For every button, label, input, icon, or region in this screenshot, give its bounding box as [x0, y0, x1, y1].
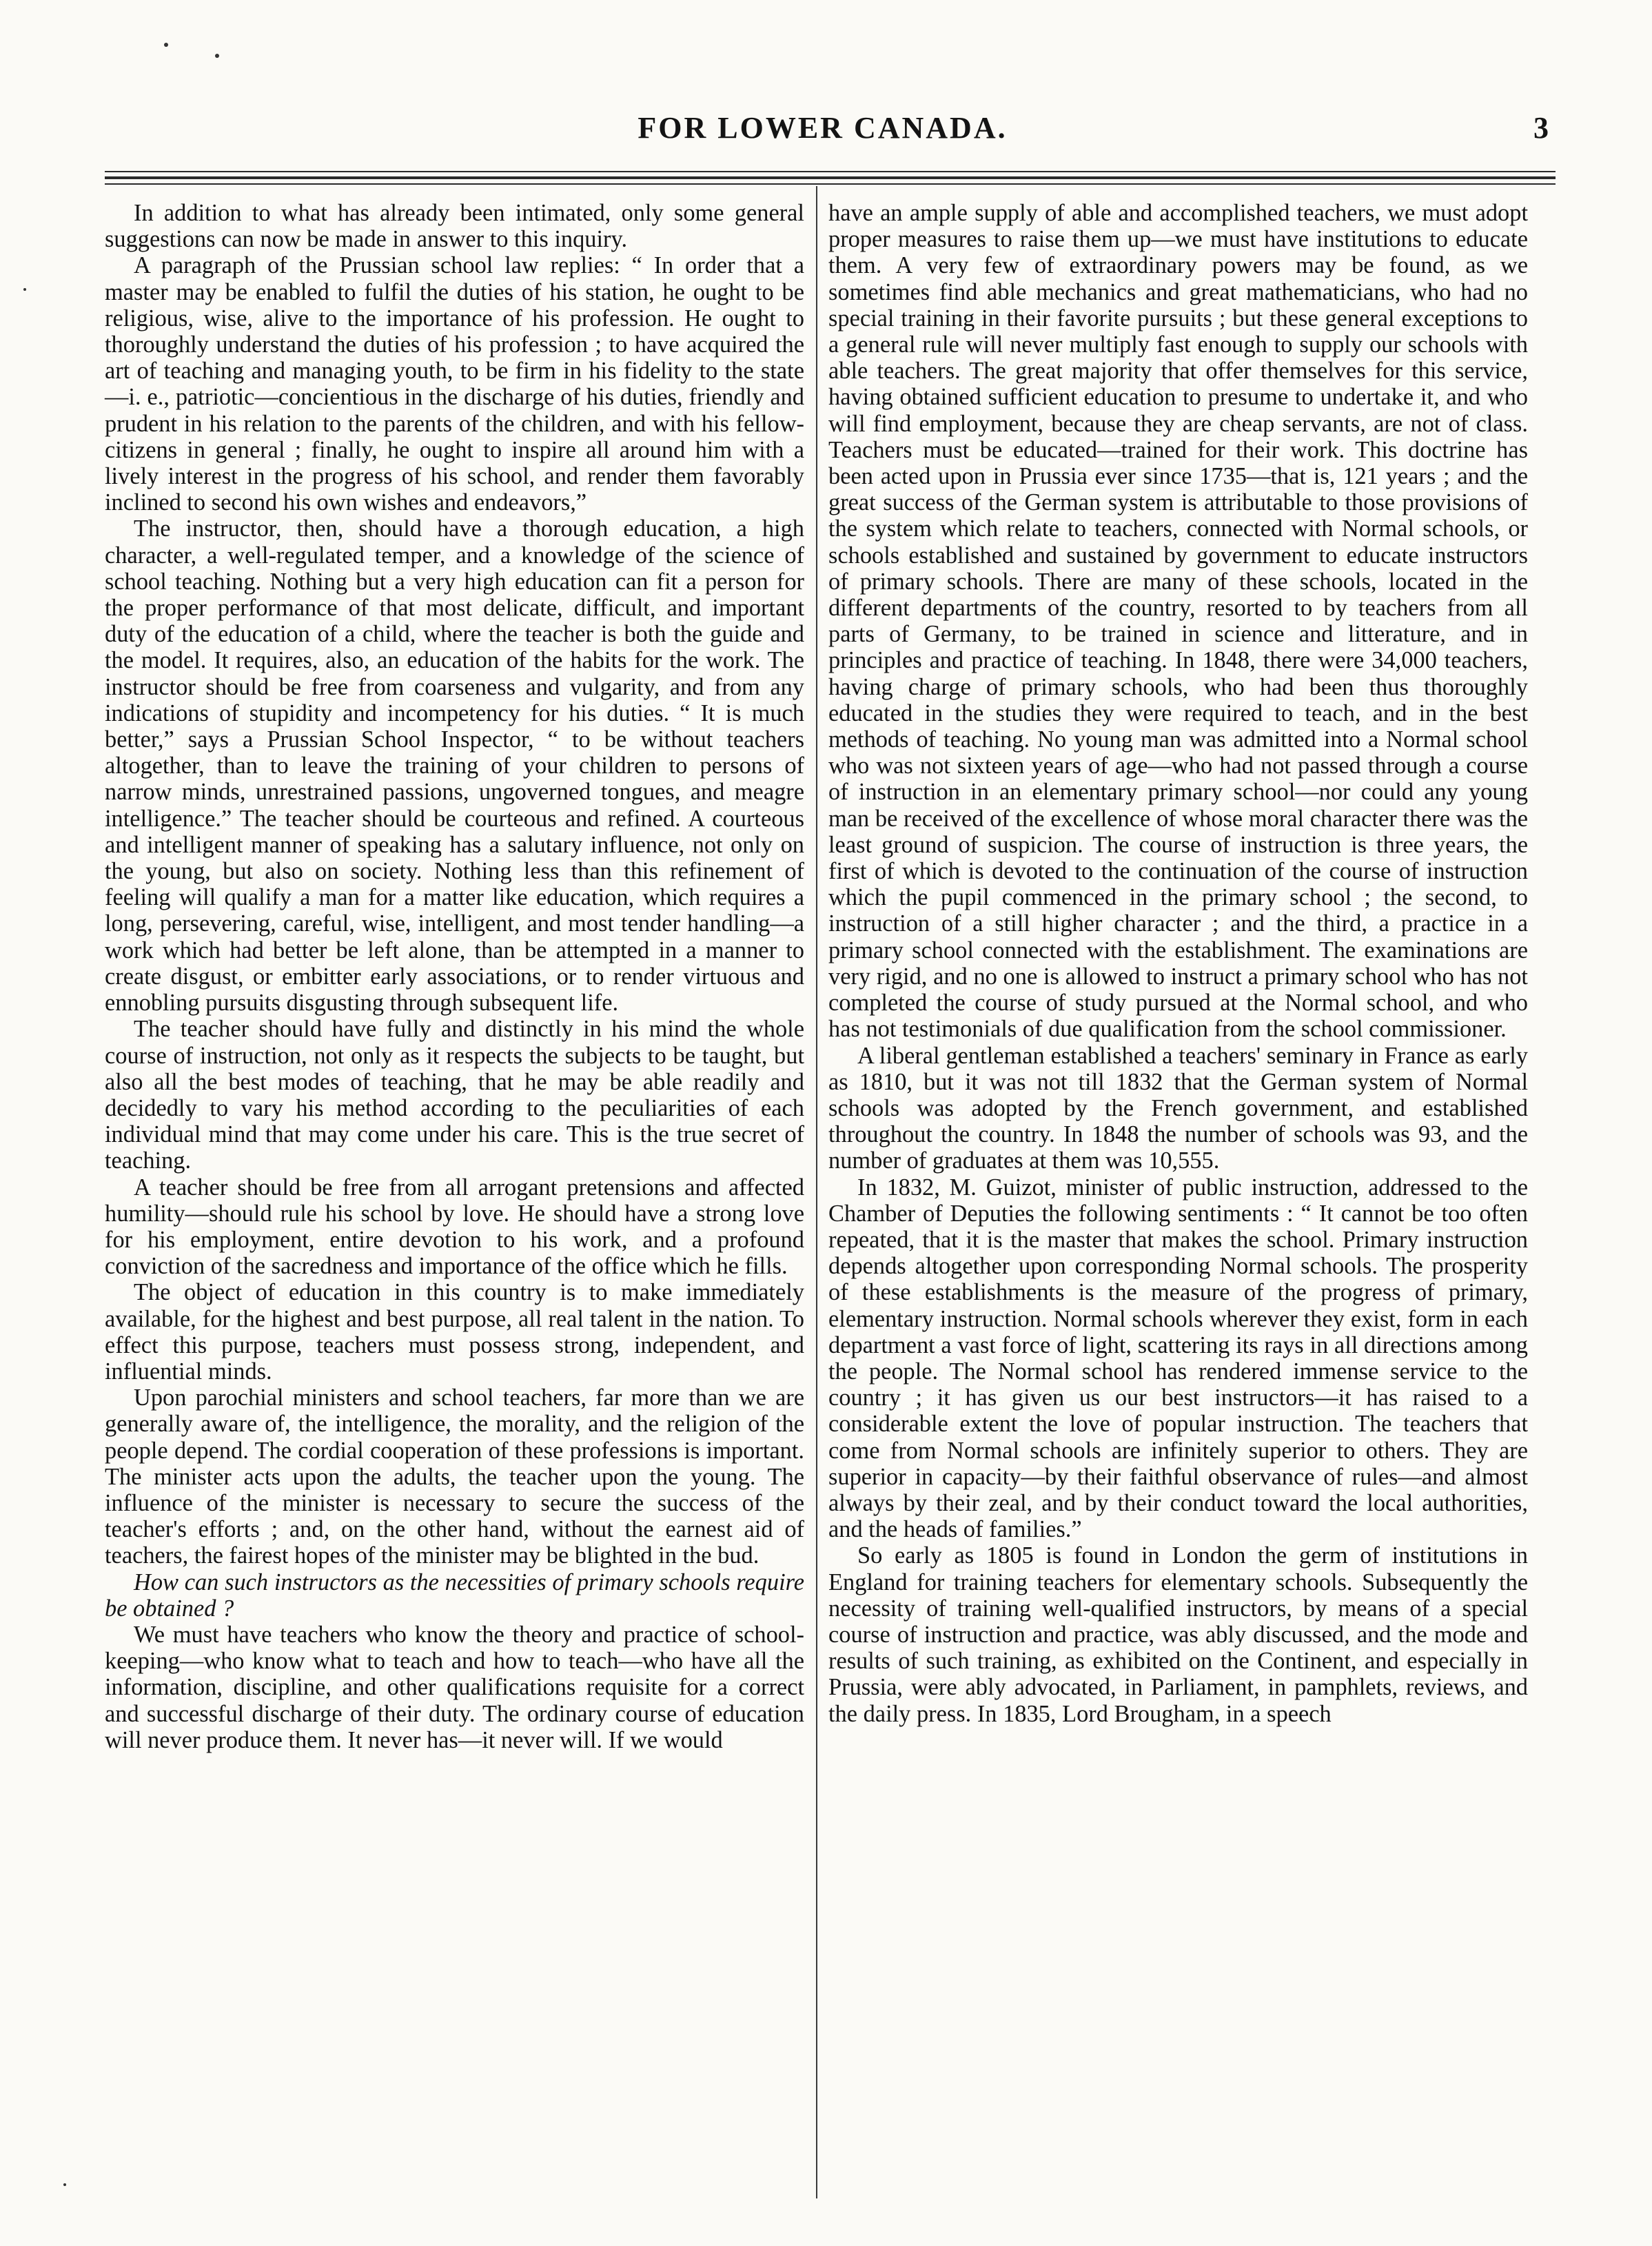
- right-column: [828, 200, 1528, 1727]
- print-speck: [23, 288, 26, 291]
- column-divider: [816, 186, 817, 2198]
- paragraph: In addition to what has already been intimated, only some general suggestions can now be made in answer to this inquiry.: [105, 200, 804, 253]
- print-speck: [164, 43, 168, 47]
- print-speck: [215, 54, 219, 58]
- print-speck: [63, 2183, 66, 2186]
- paragraph: In 1832, M. Guizot, minister of public instruction, addressed to the Chamber of Deputies the following sentiments : “ It cannot be too often repeated, that it is the master that makes the school. Primary instruction depends altogether upon corresponding Normal schools. The prosperity of these establishments is the measure of the progress of primary, elementary instruction. Normal schools wherever they exist, form in each department a vast force of light, scattering its rays in all directions among the people. The Normal school has rendered immense service to the country ; it has given us our best instructors—it has raised to a considerable extent the love of popular instruction. The teachers that come from Normal schools are infinitely superior to others. They are superior in capacity—by their faithful observance of rules—and almost always by their zeal, and by their conduct toward the local authorities, and the heads of families.”: [828, 1174, 1528, 1543]
- paragraph-continued: have an ample supply of able and accomplished teachers, we must adopt proper measures to raise them up—we must have institutions to educate them. A very few of extraordinary powers may be found, as we sometimes find able mechanics and great mathematicians, who had no special training in their favorite pursuits ; but these general exceptions to a general rule will never multiply fast enough to supply our schools with able teachers. The great majority that offer themselves for this service, having obtained sufficient education to presume to undertake it, and who will find employment, because they are cheap servants, are not of class. Teachers must be educated—trained for their work. This doctrine has been acted upon in Prussia ever since 1735—that is, 121 years ; and the great success of the German system is attributable to those provisions of the system which relate to teachers, connected with Normal schools, or schools established and sustained by government to educate instructors of primary schools. There are many of these schools, located in the different departments of the country, resorted to by teachers from all parts of Germany, to be trained in science and litterature, and in principles and practice of teaching. In 1848, there were 34,000 teachers, having charge of primary schools, who had been thus thoroughly educated in the studies they were required to teach, and in the best methods of teaching. No young man was admitted into a Normal school who was not sixteen years of age—who had not passed through a course of instruction in an elementary primary school—nor could any young man be received of the excellence of whose moral character there was the least ground of suspicion. The course of instruction is three years, the first of which is devoted to the continuation of the course of instruction which the pupil commenced in the primary school ; the second, to instruction of a still higher character ; and the third, a practice in a primary school connected with the establishment. The examinations are very rigid, and no one is allowed to instruct a primary school who has not completed the course of study pursued at the Normal school, and who has not testimonials of due qualification from the school commissioner.: [828, 200, 1528, 1043]
- page-header: [96, 110, 1549, 152]
- paragraph: A teacher should be free from all arrogant pretensions and affected humility—should rule his school by love. He should have a strong love for his employment, entire devotion to his work, and a profound conviction of the sacredness and importance of the office which he fills.: [105, 1174, 804, 1280]
- paragraph: So early as 1805 is found in London the germ of institutions in England for training teachers for elementary schools. Subsequently the necessity of training well-qualified instructors, by means of a special course of instruction and practice, was ably discussed, and the mode and results of such training, as exhibited on the Continent, and especially in Prussia, were ably advocated, in Parliament, in pamphlets, reviews, and the daily press. In 1835, Lord Brougham, in a speech: [828, 1542, 1528, 1727]
- paragraph: A paragraph of the Prussian school law replies: “ In order that a master may be enabled to fulfil the duties of his station, he ought to be religious, wise, alive to the importance of his profession. He ought to thoroughly understand the duties of his profession ; to have acquired the art of teaching and managing youth, to be firm in his fidelity to the state—i. e., patriotic—concientious in the discharge of his duties, friendly and prudent in his relation to the parents of the children, and with his fellow-citizens in general ; finally, he ought to inspire all around him with a lively interest in the progress of his school, and render them favorably inclined to second his own wishes and endeavors,”: [105, 252, 804, 516]
- header-rule-middle: [105, 176, 1556, 179]
- paragraph: Upon parochial ministers and school teachers, far more than we are generally aware of, the intelligence, the morality, and the religion of the people depend. The cordial cooperation of these professions is important. The minister acts upon the adults, the teacher upon the young. The influence of the minister is necessary to secure the success of the teacher's efforts ; and, on the other hand, without the earnest aid of teachers, the fairest hopes of the minister may be blighted in the bud.: [105, 1385, 804, 1569]
- paragraph: The instructor, then, should have a thorough education, a high character, a well-regulated temper, and a knowledge of the science of school teaching. Nothing but a very high education can fit a person for the proper performance of that most delicate, difficult, and important duty of the education of a child, where the teacher is both the guide and the model. It requires, also, an education of the habits for the work. The instructor should be free from coarseness and vulgarity, and from any indications of stupidity and incompetency for his duties. “ It is much better,” says a Prussian School Inspector, “ to be without teachers altogether, than to leave the training of your children to persons of narrow minds, unrestrained passions, ungoverned tongues, and meagre intelligence.” The teacher should be courteous and refined. A courteous and intelligent manner of speaking has a salutary influence, not only on the young, but also on society. Nothing less than this refinement of feeling will qualify a man for a matter like education, which requires a long, persevering, careful, wise, intelligent, and most tender handling—a work which had better be left alone, than be attempted in a manner to create disgust, or embitter early associations, or to render virtuous and ennobling pursuits disgusting through subsequent life.: [105, 515, 804, 1017]
- header-rule-top: [105, 171, 1556, 172]
- paragraph: The object of education in this country is to make immediately available, for the highest and best purpose, all real talent in the nation. To effect this purpose, teachers must possess strong, independent, and influential minds.: [105, 1279, 804, 1385]
- paragraph: We must have teachers who know the theory and practice of school-keeping—who know what to teach and how to teach—who have all the information, discipline, and other qualifications requisite for a correct and successful discharge of their duty. The ordinary course of education will never produce them. It never has—it never will. If we would: [105, 1621, 804, 1753]
- page-number: 3: [1533, 111, 1549, 145]
- section-question: How can such instructors as the necessities of primary schools require be obtained ?: [105, 1569, 804, 1622]
- left-column: [105, 200, 804, 1753]
- paragraph: The teacher should have fully and distinctly in his mind the whole course of instruction, not only as it respects the subjects to be taught, but also all the best modes of teaching, that he may be able readily and decidedly to vary his method according to the peculiarities of each individual mind that may come under his care. This is the true secret of teaching.: [105, 1016, 804, 1174]
- paragraph: A liberal gentleman established a teachers' seminary in France as early as 1810, but it was not till 1832 that the German system of Normal schools was adopted by the French government, and established throughout the country. In 1848 the number of schools was 93, and the number of graduates at them was 10,555.: [828, 1042, 1528, 1174]
- running-title: FOR LOWER CANADA.: [638, 111, 1008, 145]
- header-rule-bottom: [105, 183, 1556, 185]
